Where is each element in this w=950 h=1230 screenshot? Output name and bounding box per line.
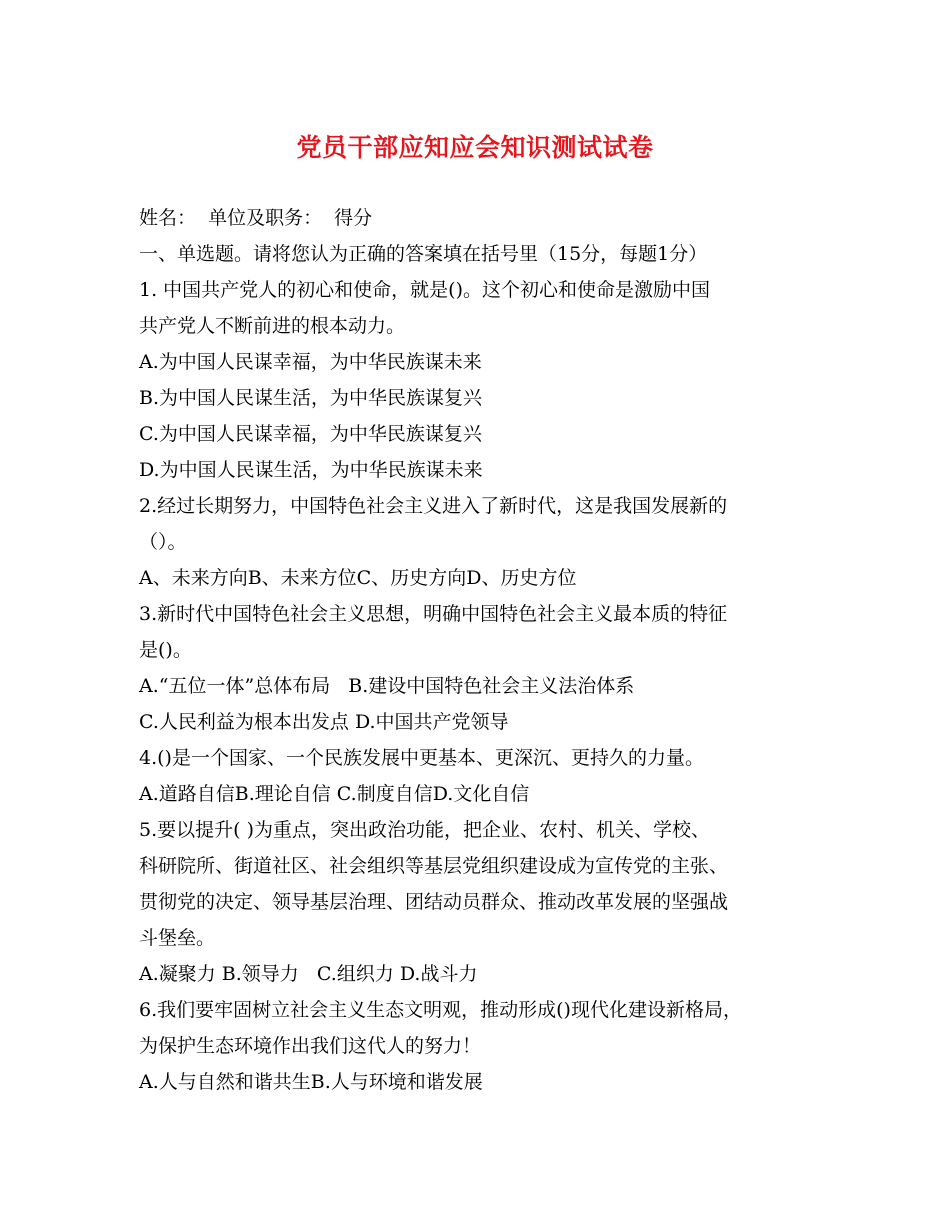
question-2-text: 2.经过长期努力，中国特色社会主义进入了新时代，这是我国发展新的 [139, 495, 728, 517]
document-body [139, 200, 829, 1100]
question-4-options: A.道路自信B.理论自信 C.制度自信D.文化自信 [139, 783, 530, 805]
question-1-text-cont: 共产党人不断前进的根本动力。 [139, 315, 406, 337]
question-3-text: 3.新时代中国特色社会主义思想，明确中国特色社会主义最本质的特征 [139, 603, 728, 625]
question-3-options-ab: A.“五位一体”总体布局 B.建设中国特色社会主义法治体系 [139, 675, 635, 697]
question-1-option-c: C.为中国人民谋幸福，为中华民族谋复兴 [139, 423, 482, 445]
section-heading: 一、单选题。请将您认为正确的答案填在括号里（15分，每题1分） [139, 243, 708, 265]
question-1-text: 1. 中国共产党人的初心和使命，就是()。这个初心和使命是激励中国 [139, 279, 710, 301]
question-3-options-cd: C.人民利益为根本出发点 D.中国共产党领导 [139, 711, 509, 733]
question-5-text: 5.要以提升( )为重点，突出政治功能，把企业、农村、机关、学校、 [139, 819, 710, 841]
question-1-option-d: D.为中国人民谋生活，为中华民族谋未来 [139, 459, 483, 481]
document-title: 党员干部应知应会知识测试试卷 [296, 133, 654, 162]
question-2-options: A、未来方向B、未来方位C、历史方向D、历史方位 [139, 567, 577, 589]
question-3-text-cont: 是()。 [139, 639, 192, 661]
question-5-text-cont-1: 科研院所、街道社区、社会组织等基层党组织建设成为宣传党的主张、 [139, 855, 729, 877]
question-2-text-cont: （）。 [139, 531, 187, 553]
question-6-text: 6.我们要牢固树立社会主义生态文明观，推动形成()现代化建设新格局， [139, 999, 742, 1021]
question-1-option-a: A.为中国人民谋幸福，为中华民族谋未来 [139, 351, 482, 373]
question-6-text-cont: 为保护生态环境作出我们这代人的努力！ [139, 1035, 482, 1057]
respondent-info-line: 姓名： 单位及职务： 得分 [139, 207, 373, 229]
question-1-option-b: B.为中国人民谋生活，为中华民族谋复兴 [139, 387, 483, 409]
question-4-text: 4.()是一个国家、一个民族发展中更基本、更深沉、更持久的力量。 [139, 747, 704, 769]
question-6-options-ab: A.人与自然和谐共生B.人与环境和谐发展 [139, 1071, 483, 1093]
question-5-options: A.凝聚力 B.领导力 C.组织力 D.战斗力 [139, 963, 478, 985]
question-5-text-cont-3: 斗堡垒。 [139, 927, 216, 949]
question-5-text-cont-2: 贯彻党的决定、领导基层治理、团结动员群众、推动改革发展的坚强战 [139, 891, 729, 913]
